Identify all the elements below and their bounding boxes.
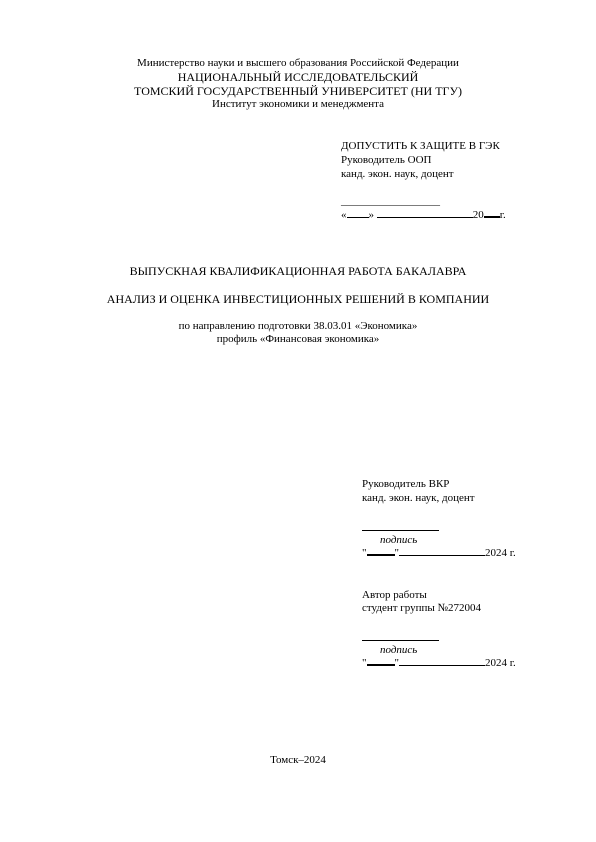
day-blank [367,664,395,666]
work-type: ВЫПУСКНАЯ КВАЛИФИКАЦИОННАЯ РАБОТА БАКАЛАВРА [129,264,467,278]
supervisor-date-line [362,548,516,559]
author-role: Автор работы [362,589,427,601]
work-profile: профиль «Финансовая экономика» [216,333,380,345]
date-year: 2024 г. [485,657,516,669]
day-blank [367,554,395,556]
date-close-quote: » [368,209,374,221]
date-quote-open: " [362,657,367,669]
author-signature-caption: подпись [380,644,418,656]
supervisor-degree: канд. экон. наук, доцент [362,492,475,504]
date-quote-open: " [362,547,367,559]
work-direction: по направлению подготовки 38.03.01 «Экономика» [178,320,418,332]
author-signature-line [362,640,439,641]
date-quote-close: " [394,657,399,669]
year-prefix: 20 [472,209,484,221]
approval-date-line [341,210,506,221]
ministry-line: Министерство науки и высшего образования Российской Федерации [137,57,459,69]
day-blank [347,217,369,218]
city-year: Томск–2024 [270,754,326,766]
date-quote-close: " [394,547,399,559]
approval-degree: канд. экон. наук, доцент [341,168,454,180]
supervisor-signature-caption: подпись [380,534,418,546]
approval-title: ДОПУСТИТЬ К ЗАЩИТЕ В ГЭК [341,140,500,152]
institute-line: Институт экономики и менеджмента [212,98,384,110]
year-suffix: г. [499,209,506,221]
supervisor-role: Руководитель ВКР [362,478,450,490]
date-open-quote: « [341,209,347,221]
university-line-2: ТОМСКИЙ ГОСУДАРСТВЕННЫЙ УНИВЕРСИТЕТ (НИ ТГУ) [134,84,462,98]
university-line-1: НАЦИОНАЛЬНЫЙ ИССЛЕДОВАТЕЛЬСКИЙ [177,70,419,84]
approval-role: Руководитель ООП [341,154,432,166]
work-title: АНАЛИЗ И ОЦЕНКА ИНВЕСТИЦИОННЫХ РЕШЕНИЙ В КОМПАНИИ [106,292,490,306]
approval-signature-blank: __________________ [341,195,440,207]
month-blank [377,217,473,218]
author-group: студент группы №272004 [362,602,482,614]
author-date-line [362,658,516,669]
supervisor-signature-line [362,530,439,531]
date-year: 2024 г. [485,547,516,559]
month-blank [399,555,485,556]
month-blank [399,665,485,666]
year-blank [484,216,500,218]
